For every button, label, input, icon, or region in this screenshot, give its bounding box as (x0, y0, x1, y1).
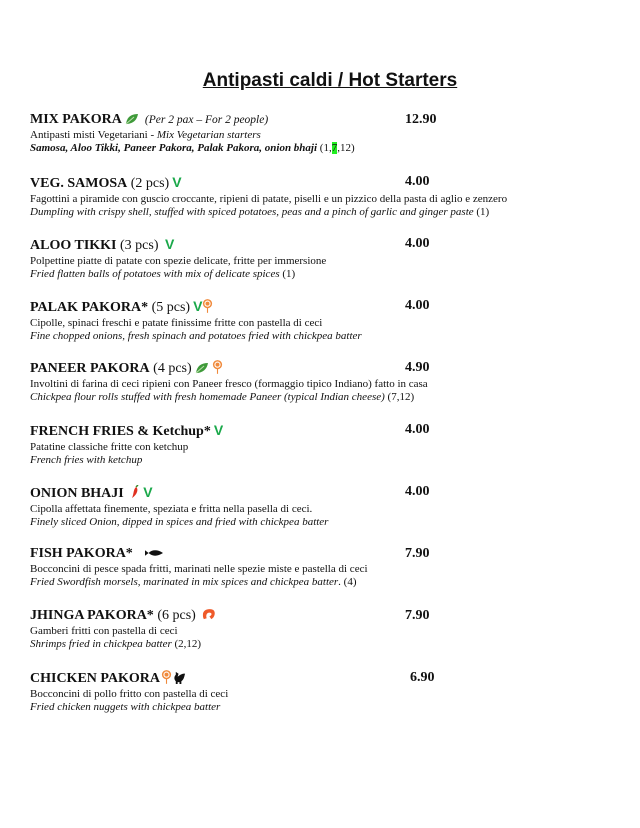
item-desc-en: Shrimps fried in chickpea batter (30, 638, 172, 650)
item-name: MIX PAKORA (30, 112, 122, 127)
item-desc-en: Fine chopped onions, fresh spinach and potatoes fried with chickpea batter (30, 330, 362, 342)
item-desc-it: Polpettine piatte di patate con spezie delicate, fritte per immersione (30, 255, 327, 267)
leaf-icon (125, 113, 139, 125)
fish-icon (145, 549, 163, 557)
menu-item-aloo-tikki (30, 235, 630, 297)
item-desc-en: Finely sliced Onion, dipped in spices and fried with chickpea batter (30, 516, 329, 528)
item-qty: (3 pcs) (116, 238, 159, 253)
allergens: (1) (473, 206, 490, 218)
menu-item-veg-samosa (30, 173, 630, 235)
item-desc-en: Chickpea flour rolls stuffed with fresh homemade Paneer (typical Indian cheese) (30, 391, 385, 403)
menu-item-fish-pakora (30, 545, 630, 607)
item-contents: Samosa, Aloo Tikki, Paneer Pakora, Palak Pakora, onion bhaji (30, 142, 318, 154)
item-name: PALAK PAKORA* (30, 300, 149, 315)
item-qty: (6 pcs) (153, 608, 196, 623)
menu-items (30, 111, 630, 731)
allergens: (7,12) (384, 391, 415, 403)
menu-item-onion-bhaji (30, 483, 630, 545)
item-desc-it: Patatine classiche fritte con ketchup (30, 441, 189, 453)
lollipop-icon (212, 359, 223, 374)
allergens: . (4) (338, 576, 357, 588)
item-price: 4.90 (405, 360, 430, 375)
rooster-icon (173, 671, 186, 684)
item-desc-it: Gamberi fritti con pastella di ceci (30, 625, 178, 637)
item-desc-en: Fried flatten balls of potatoes with mix of delicate spices (30, 268, 280, 280)
item-qty: (5 pcs) (148, 300, 191, 315)
allergens-rest: ,12) (337, 142, 355, 154)
item-price: 4.00 (405, 422, 430, 437)
item-name: FISH PAKORA* (30, 546, 133, 561)
menu-item-chicken-pakora (30, 669, 630, 731)
item-qty: (4 pcs) (149, 361, 192, 376)
item-price: 6.90 (410, 670, 435, 685)
item-name: VEG. SAMOSA (30, 176, 128, 191)
page-title: Antipasti caldi / Hot Starters (202, 70, 458, 91)
allergens: (2,12) (171, 638, 202, 650)
item-price: 7.90 (405, 546, 430, 561)
item-desc-it: Cipolla affettata finemente, speziata e fritta nella pasella di ceci. (30, 503, 313, 515)
allergen-highlight: 7 (331, 142, 338, 154)
vegan-v-icon: V (172, 174, 182, 190)
menu-item-french-fries (30, 421, 630, 483)
menu-item-mix-pakora (30, 111, 630, 173)
item-name: PANEER PAKORA (30, 361, 150, 376)
item-desc-en: Fried chicken nuggets with chickpea batter (30, 701, 221, 713)
lollipop-icon (161, 669, 172, 684)
lollipop-icon (202, 298, 213, 313)
item-desc-it: Fagottini a piramide con guscio croccante, ripieni di patate, piselli e un pizzico della pasta di aglio e zenzero (30, 193, 508, 205)
vegan-v-icon: V (193, 298, 203, 314)
item-desc-it: Antipasti misti Vegetariani - (30, 129, 157, 141)
leaf-icon (195, 362, 209, 374)
menu-item-paneer-pakora (30, 359, 630, 421)
item-desc-it: Bocconcini di pollo fritto con pastella di ceci (30, 688, 229, 700)
item-price: 4.00 (405, 236, 430, 251)
menu-item-jhinga-pakora (30, 607, 630, 669)
item-desc-en: Mix Vegetarian starters (156, 129, 261, 141)
item-name: ALOO TIKKI (30, 238, 117, 253)
item-note: (Per 2 pax – For 2 people) (144, 114, 269, 126)
item-name: FRENCH FRIES & Ketchup* (30, 424, 211, 439)
item-desc-it: Bocconcini di pesce spada fritti, marinati nelle spezie miste e pastella di ceci (30, 563, 368, 575)
item-desc-it: Cipolle, spinaci freschi e patate finissime fritte con pastella di ceci (30, 317, 323, 329)
item-qty: (2 pcs) (127, 176, 170, 191)
item-name: ONION BHAJI (30, 486, 124, 501)
item-desc-en: Dumpling with crispy shell, stuffed with spiced potatoes, peas and a pinch of garlic and ginger paste (30, 206, 474, 218)
item-name: CHICKEN PAKORA (30, 671, 161, 686)
vegan-v-icon: V (165, 236, 175, 252)
item-desc-en: Fried Swordfish morsels, marinated in mix spices and chickpea batter (30, 576, 339, 588)
item-price: 4.00 (405, 484, 430, 499)
item-desc-it: Involtini di farina di ceci ripieni con Paneer fresco (formaggio tipico Indiano) fatto in casa (30, 378, 428, 390)
shrimp-icon (201, 608, 216, 621)
item-price: 7.90 (405, 608, 430, 623)
menu-item-palak-pakora (30, 297, 630, 359)
vegan-v-icon: V (213, 422, 224, 438)
allergens: (1, (317, 142, 332, 154)
item-price: 4.00 (405, 298, 430, 313)
item-desc-en: French fries with ketchup (30, 454, 143, 466)
item-price: 4.00 (405, 174, 430, 189)
item-name: JHINGA PAKORA* (30, 608, 154, 623)
allergens: (1) (279, 268, 296, 280)
vegan-v-icon: V (143, 484, 153, 500)
chili-icon (130, 485, 140, 499)
item-price: 12.90 (405, 112, 437, 127)
